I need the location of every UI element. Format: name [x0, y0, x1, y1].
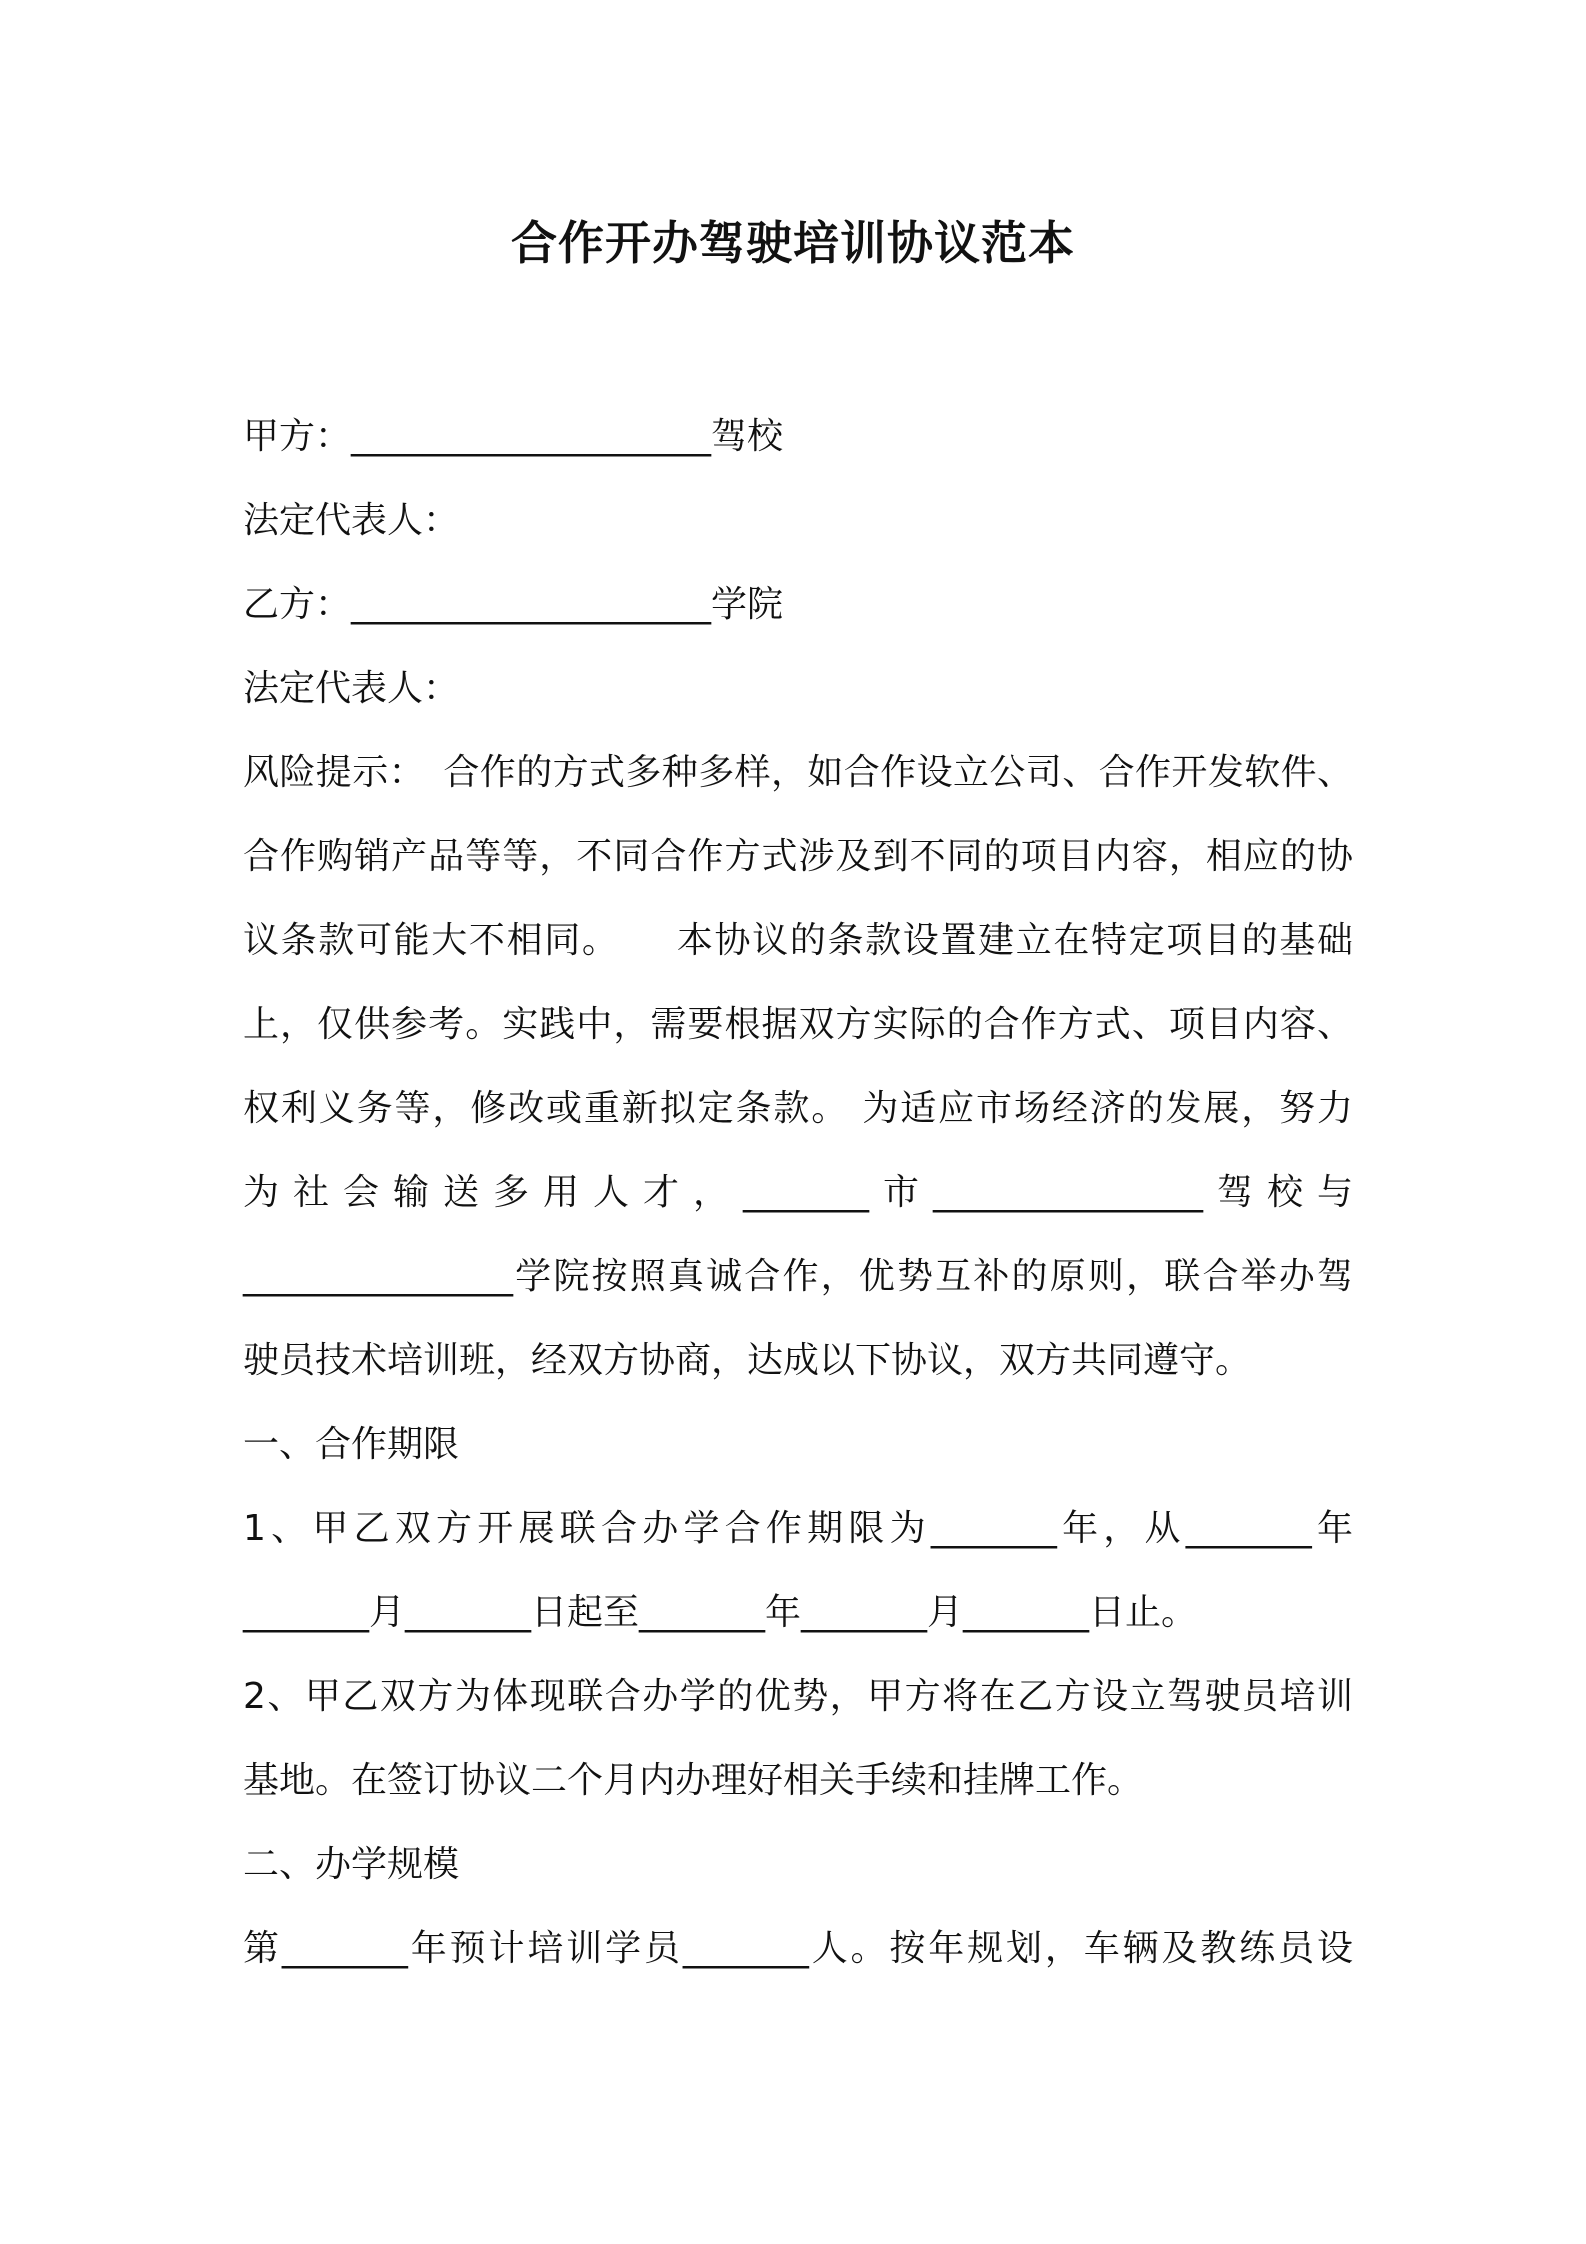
paragraph-line: 合作购销产品等等，不同合作方式涉及到不同的项目内容，相应的协 [243, 836, 1353, 877]
paragraph-line: 风险提示： 合作的方式多种多样，如合作设立公司、合作开发软件、 [243, 752, 1353, 793]
section-heading: 一、合作期限 [243, 1424, 460, 1465]
paragraph-line: _______________学院按照真诚合作，优势互补的原则，联合举办驾 [243, 1256, 1353, 1297]
clause-line: 基地。在签订协议二个月内办理好相关手续和挂牌工作。 [243, 1760, 1144, 1801]
clause-line: 1、甲乙双方开展联合办学合作期限为_______年，从_______年 [243, 1508, 1353, 1549]
clause-line: _______月_______日起至_______年_______月_______日止。 [243, 1592, 1198, 1633]
party-a-line: 甲方：____________________驾校 [243, 416, 784, 457]
paragraph-line: 议条款可能大不相同。 本协议的条款设置建立在特定项目的基础 [243, 920, 1353, 961]
party-b-line: 乙方：____________________学院 [243, 584, 784, 625]
paragraph-line: 上，仅供参考。实践中，需要根据双方实际的合作方式、项目内容、 [243, 1004, 1353, 1045]
paragraph-line: 为社会输送多用人才，_______市_______________驾校与 [243, 1172, 1353, 1213]
party-a-representative: 法定代表人： [243, 500, 460, 541]
clause-line: 2、甲乙双方为体现联合办学的优势，甲方将在乙方设立驾驶员培训 [243, 1676, 1353, 1717]
party-b-representative: 法定代表人： [243, 668, 460, 709]
section-heading: 二、办学规模 [243, 1844, 460, 1885]
paragraph-line: 驶员技术培训班，经双方协商，达成以下协议，双方共同遵守。 [243, 1340, 1252, 1381]
paragraph-line: 权利义务等，修改或重新拟定条款。 为适应市场经济的发展，努力 [243, 1088, 1353, 1129]
document-title: 合作开办驾驶培训协议范本 [511, 216, 1075, 270]
clause-line: 第_______年预计培训学员_______人。按年规划，车辆及教练员设 [243, 1928, 1353, 1969]
